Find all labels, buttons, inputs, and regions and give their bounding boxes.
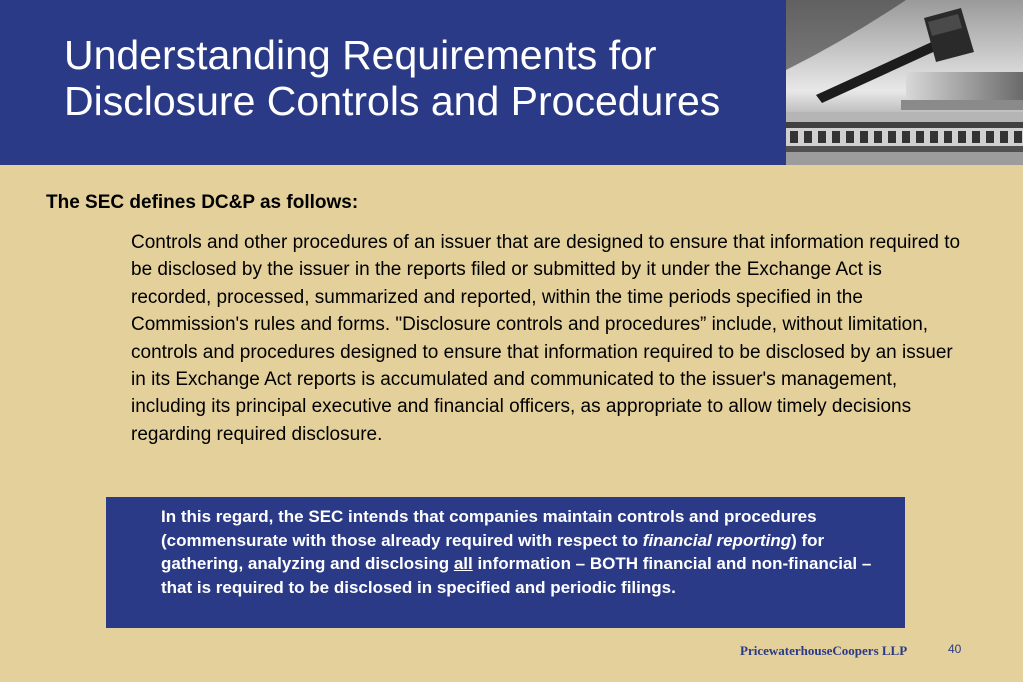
slide-title: [64, 32, 784, 124]
callout-emphasis-financial-reporting: financial reporting: [642, 530, 792, 550]
section-heading: The SEC defines DC&P as follows:: [46, 192, 359, 213]
callout-underline-all: all: [453, 554, 473, 574]
callout-text-part-1: In this regard, the SEC intends that companies maintain controls and procedures (commensurate with those already required with respect to: [161, 507, 817, 550]
callout-text-part-3: ) for gathering, analyzing and disclosing: [161, 530, 825, 574]
callout-text: [161, 505, 891, 599]
callout-box: [106, 497, 905, 628]
footer-firm-name: PricewaterhouseCoopers LLP: [740, 643, 908, 658]
page-number: 40: [948, 642, 962, 656]
callout-text-part-5: information – BOTH financial and non-financial – that is required to be disclosed in specified and periodic filings.: [161, 554, 872, 597]
sec-definition-text: Controls and other procedures of an issuer that are designed to ensure that information required to be disclosed by the issuer in the reports filed or submitted by it under the Exchange Act is recorded, processed, summarized and reported, within the time periods specified in the Commission's rules and forms. "Disclosure controls and procedures” include, without limitation, controls and procedures designed to ensure that information required to be disclosed by an issuer in its Exchange Act reports is accumulated and communicated to the issuer's management, including its principal executive and financial officers, as appropriate to allow timely decisions regarding required disclosure.: [131, 232, 961, 445]
slide-title-line-1: Understanding Requirements for: [64, 32, 657, 78]
title-banner: [0, 0, 1023, 165]
slide-title-line-2: Disclosure Controls and Procedures: [64, 78, 721, 124]
gavel-photo: [786, 0, 1023, 165]
